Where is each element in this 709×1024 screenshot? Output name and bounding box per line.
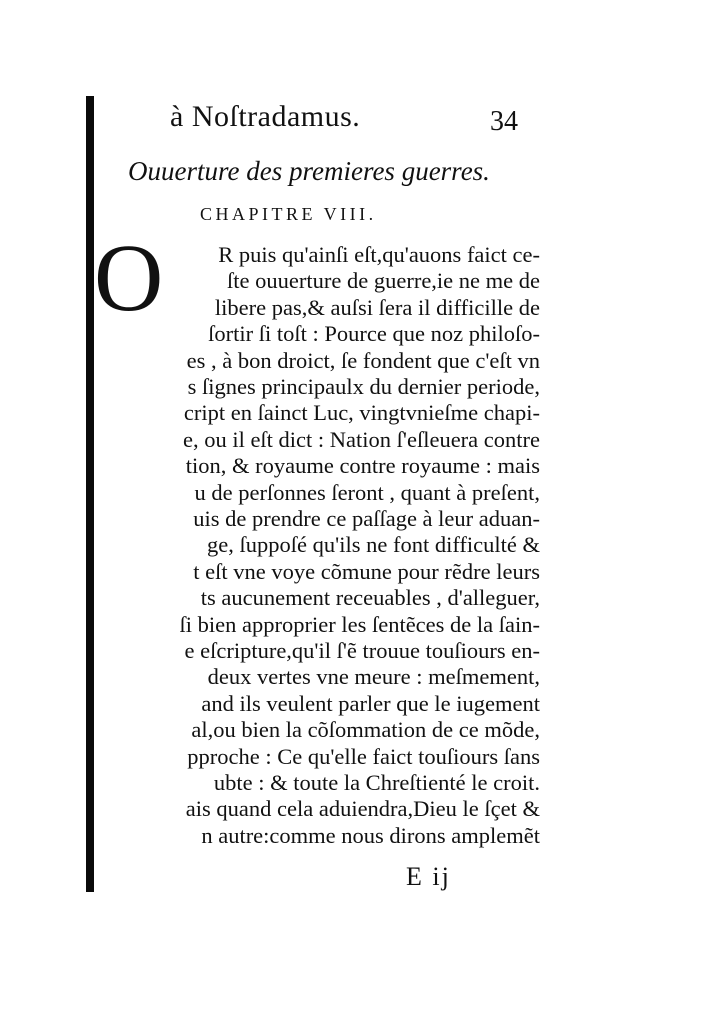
text-line: e, ou il eſt dict : Nation ſ'eſleuera contre	[182, 426, 540, 452]
text-line: ubte : & toute la Chreſtienté le croit.	[213, 770, 540, 795]
drop-cap: O	[94, 224, 164, 331]
page-gutter-edge	[86, 96, 94, 892]
text-line: e eſcripture,qu'il ſ'ẽ trouue touſiours en-	[184, 638, 540, 663]
text-line: ſi bien approprier les ſentẽces de la ſain-	[179, 611, 540, 637]
text-line: tion, & royaume contre royaume : mais	[185, 453, 540, 479]
text-line: uis de prendre ce paſſage à leur aduan-	[193, 506, 540, 531]
signature-mark: E ij	[406, 862, 451, 891]
text-line: al,ou bien la cõſommation de ce mõde,	[191, 717, 540, 743]
text-line: R puis qu'ainſi eſt,qu'auons faict ce-	[218, 242, 540, 267]
page-number: 34	[490, 106, 518, 137]
text-line: and ils veulent parler que le iugement	[201, 690, 540, 716]
text-line: cript en ſainct Luc, vingtvnieſme chapi-	[183, 400, 540, 426]
text-line: s ſignes principaulx du dernier periode,	[187, 374, 540, 399]
text-line: u de perſonnes ſeront , quant à preſent,	[194, 479, 540, 505]
section-title: Ouuerture des premieres guerres.	[128, 156, 490, 186]
text-line: libere pas,& auſsi ſera il difficille de	[214, 294, 540, 320]
text-line: n autre:comme nous dirons amplemẽt	[201, 822, 540, 848]
text-line: t eſt vne voye cõmune pour rẽdre leurs	[193, 558, 540, 584]
text-line: pproche : Ce qu'elle faict touſiours ſans	[187, 743, 540, 769]
text-line: deux vertes vne meure : meſmement,	[207, 664, 540, 690]
text-line: ſte ouuerture de guerre,ie ne me de	[227, 268, 540, 294]
text-line: es , à bon droict, ſe fondent que c'eſt vn	[186, 347, 540, 373]
running-head: à Noſtradamus.	[170, 100, 361, 133]
text-line: ais quand cela aduiendra,Dieu le ſçet &	[185, 796, 540, 822]
text-line: ge, ſuppoſé qu'ils ne font difficulté &	[207, 532, 540, 558]
text-line: ſortir ſi toſt : Pource que noz philoſo-	[208, 321, 540, 347]
text-line: ts aucunement receuables , d'alleguer,	[200, 585, 540, 611]
chapter-label: CHAPITRE VIII.	[200, 204, 377, 224]
